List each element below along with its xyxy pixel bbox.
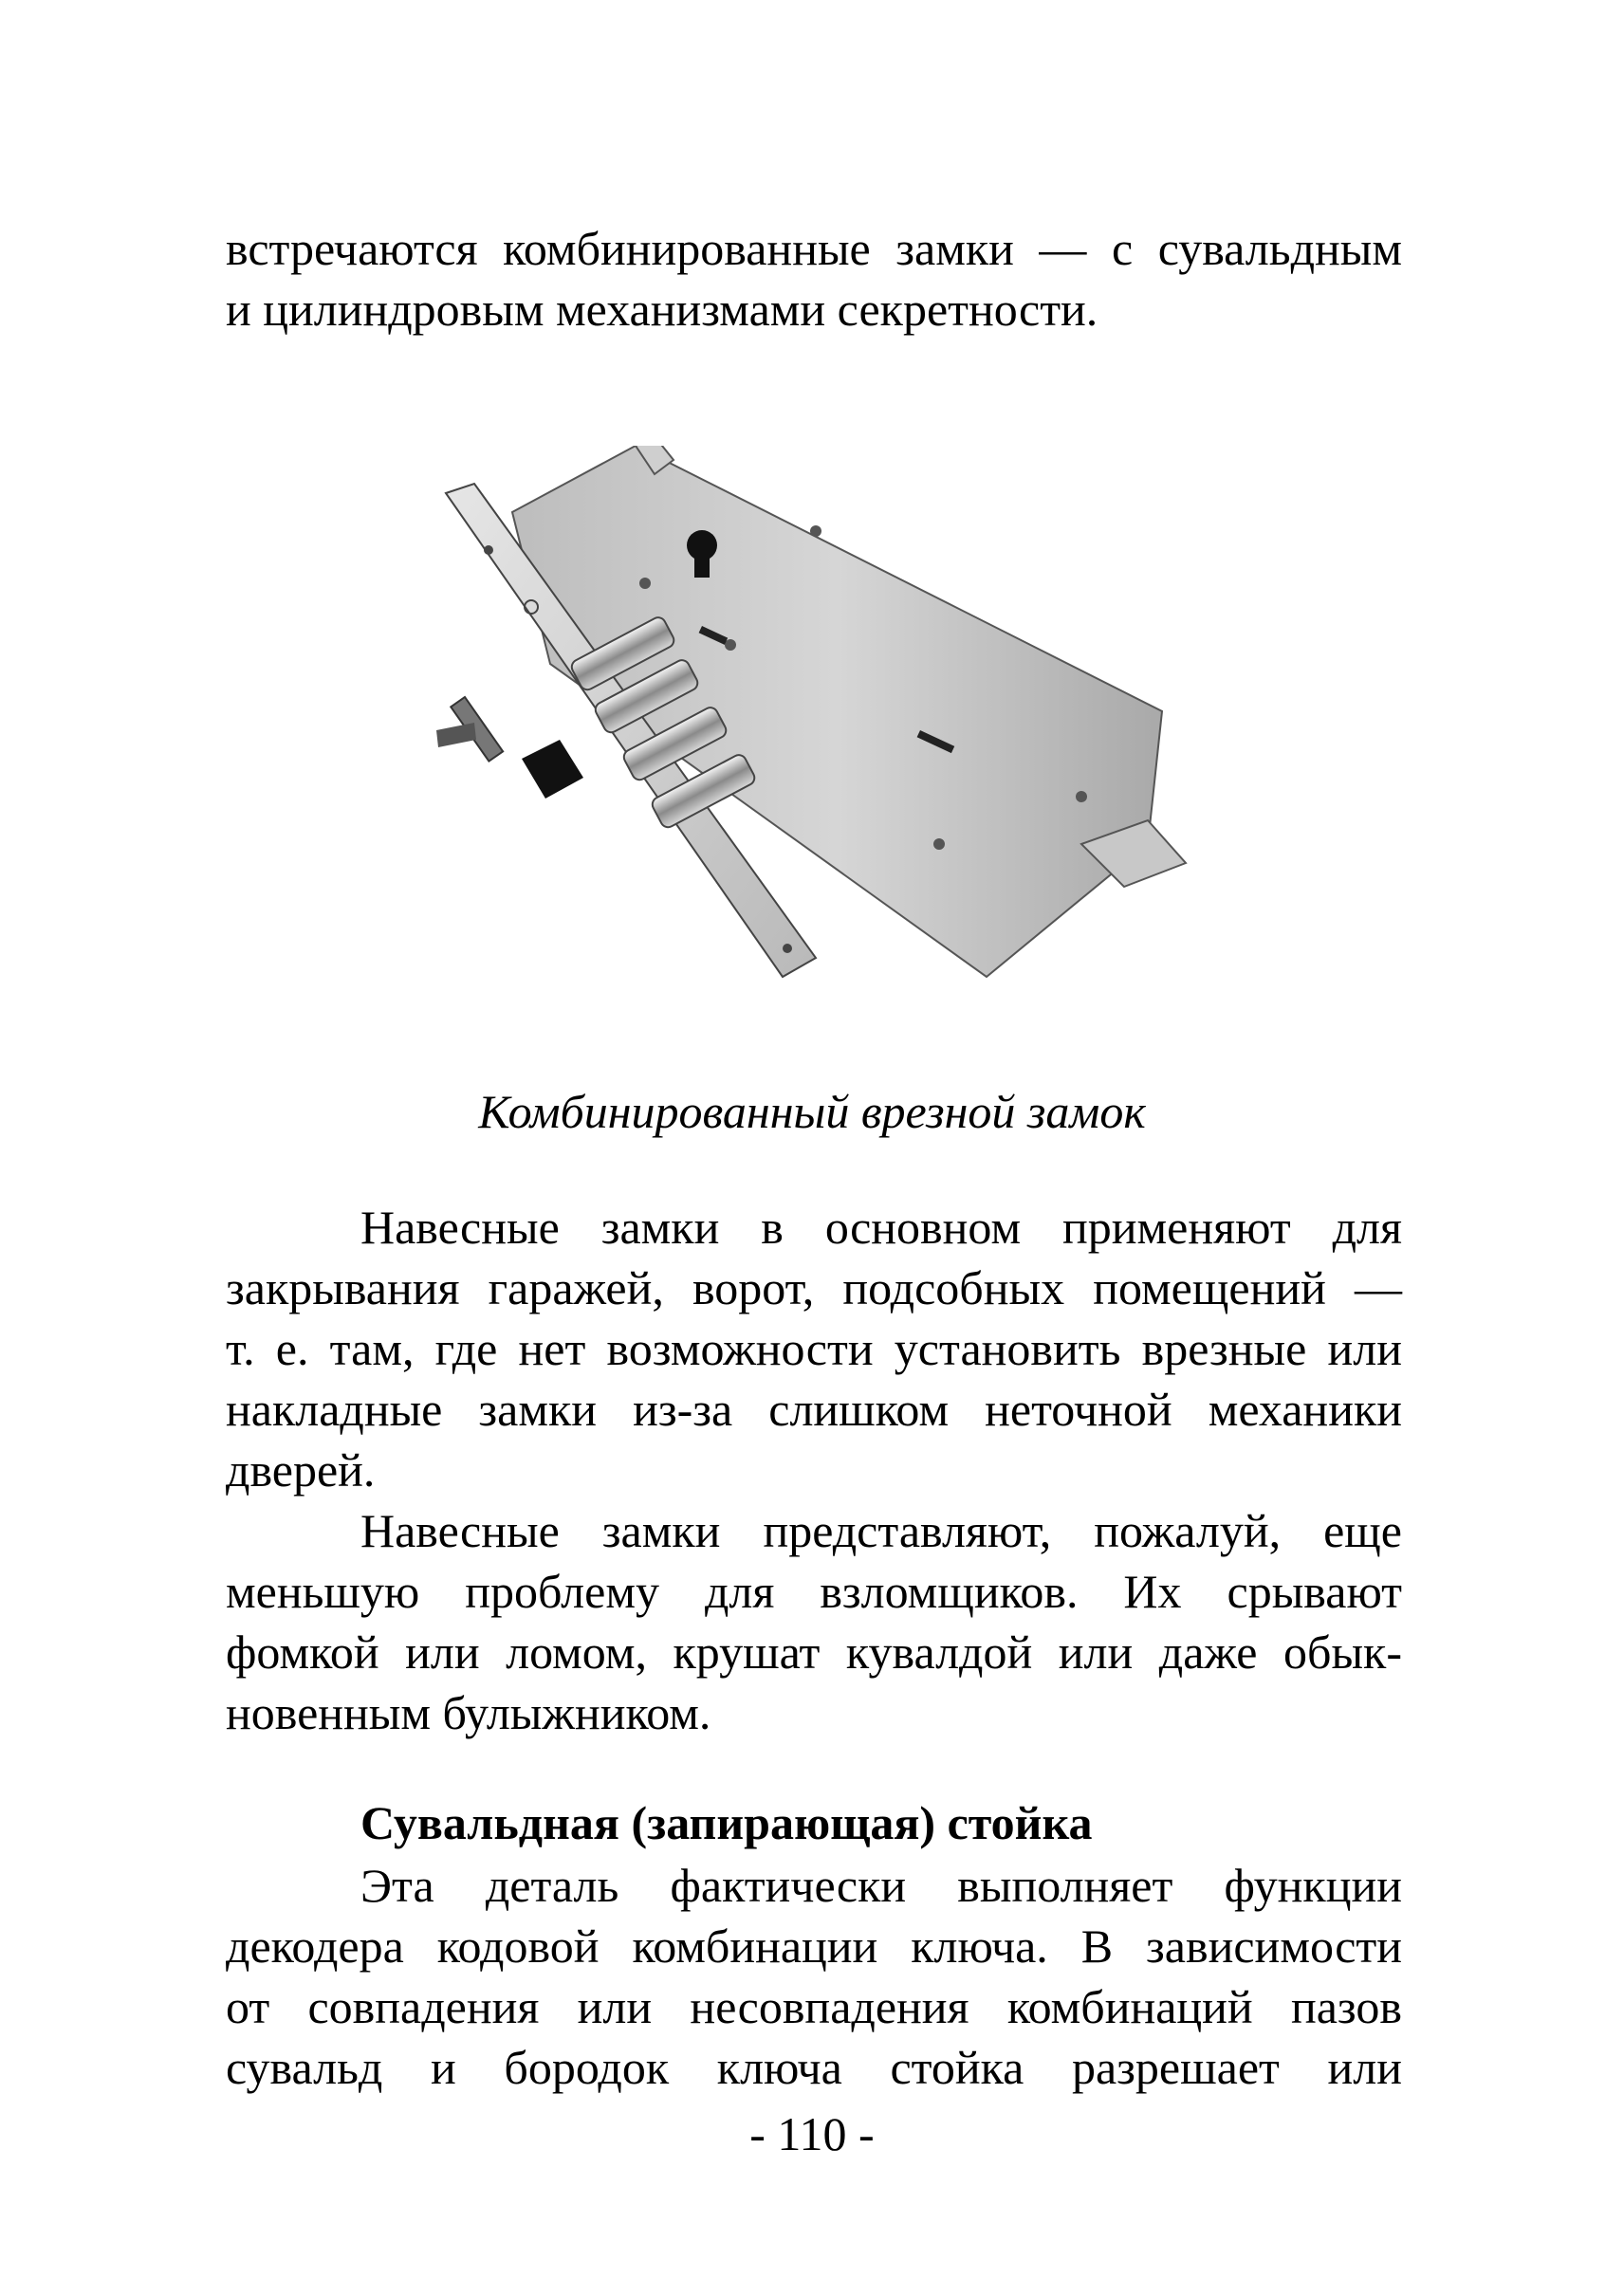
- paragraph-1-line-5: дверей.: [226, 1443, 376, 1497]
- faceplate-screw: [783, 944, 792, 953]
- keyhole-slot: [694, 545, 710, 578]
- body-screw: [639, 578, 651, 589]
- key-icon: [436, 697, 583, 799]
- section-line-4: сувальд и бородок ключа стойка разрешает или: [226, 2041, 1402, 2094]
- body-screw: [1076, 791, 1087, 802]
- figure-caption: Комбинированный врезной замок: [478, 1085, 1146, 1138]
- top-paragraph-line-2: и цилиндровым механизмами секретности.: [226, 283, 1098, 336]
- paragraph-2-line-1: Навесные замки представляют, пожалуй, еще: [360, 1504, 1402, 1557]
- paragraph-1-line-4: накладные замки из-за слишком неточной механики: [226, 1383, 1402, 1436]
- section-line-3: от совпадения или несовпадения комбинаций пазов: [226, 1980, 1402, 2033]
- paragraph-1-line-2: закрывания гаражей, ворот, подсобных помещений —: [226, 1261, 1402, 1314]
- body-screw: [810, 525, 821, 537]
- section-heading: Сувальдная (запирающая) стойка: [360, 1796, 1093, 1849]
- page-number: - 110 -: [749, 2107, 875, 2160]
- mortise-lock-illustration: [417, 446, 1195, 1053]
- paragraph-2-line-4: новенным булыжником.: [226, 1686, 711, 1739]
- paragraph-2-line-3: фомкой или ломом, крушат кувалдой или даже обык-: [226, 1626, 1402, 1679]
- top-paragraph-line-1: встречаются комбинированные замки — с сувальдным: [226, 222, 1402, 275]
- body-screw: [933, 838, 945, 850]
- paragraph-2-line-2: меньшую проблему для взломщиков. Их срывают: [226, 1565, 1402, 1618]
- paragraph-1-line-1: Навесные замки в основном применяют для: [360, 1201, 1402, 1254]
- section-line-1: Эта деталь фактически выполняет функции: [360, 1859, 1402, 1912]
- body-screw: [725, 639, 736, 651]
- section-line-2: декодера кодовой комбинации ключа. В зависимости: [226, 1919, 1402, 1973]
- paragraph-1-line-3: т. е. там, где нет возможности установить врезные или: [226, 1322, 1402, 1375]
- faceplate-screw: [484, 545, 493, 555]
